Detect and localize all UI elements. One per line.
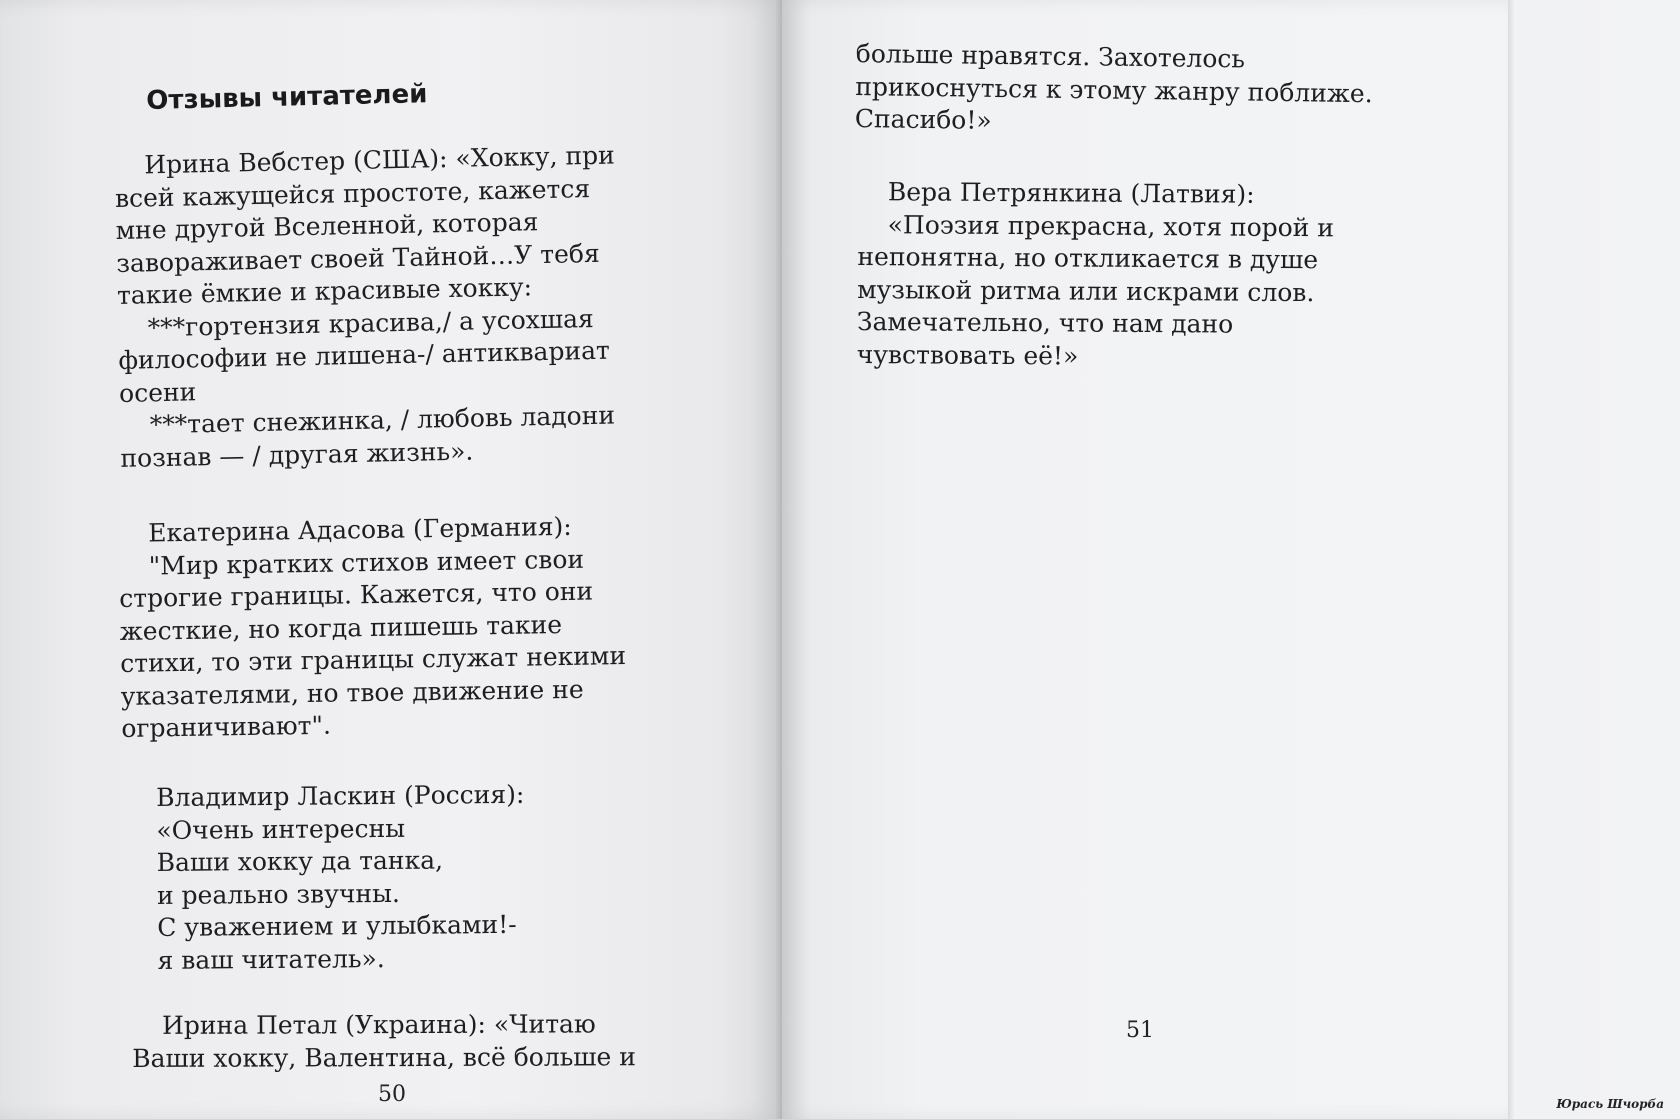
left-page xyxy=(0,0,782,1119)
text-line: такие ёмкие и красивые хокку: xyxy=(116,272,533,310)
text-line: ***гортензия красива,/ а усохшая xyxy=(147,303,595,342)
photographer-signature: Юрась Шчорба xyxy=(1556,1097,1664,1111)
page-edge xyxy=(1508,0,1516,1119)
text-line: «Очень интересны xyxy=(156,813,406,845)
text-line: указателями, но твое движение не xyxy=(120,674,584,711)
text-line: стихи, то эти границы служат некими xyxy=(120,641,627,678)
review-petal-continuation xyxy=(855,38,1374,143)
text-line: Спасибо!» xyxy=(854,103,992,135)
text-line: философии не лишена-/ антиквариат xyxy=(118,335,611,375)
review-petryankina xyxy=(857,176,1335,374)
text-line: чувствовать её!» xyxy=(856,339,1079,371)
text-line: осени xyxy=(118,376,197,408)
text-line: всей кажущейся простоте, кажется xyxy=(114,173,591,213)
review-adasova xyxy=(118,510,627,745)
text-line: больше нравятся. Захотелось xyxy=(855,38,1246,74)
review-webster xyxy=(114,140,621,475)
text-line: я ваш читатель». xyxy=(157,943,385,975)
text-line: Вера Петрянкина (Латвия): xyxy=(887,177,1255,209)
page-number-left: 50 xyxy=(378,1082,406,1107)
text-line: Ирина Петал (Украина): «Читаю xyxy=(162,1009,596,1040)
text-line: "Мир кратких стихов имеет свои xyxy=(148,544,585,581)
text-line: ***тает снежинка, / любовь ладони xyxy=(149,400,616,440)
text-line: завораживает своей Тайной…У тебя xyxy=(116,238,600,278)
page-number-right: 51 xyxy=(1126,1018,1154,1043)
text-line: Ваши хокку, Валентина, всё больше и xyxy=(132,1041,636,1073)
text-line: Ваши хокку да танка, xyxy=(156,845,444,877)
text-line: Замечательно, что нам дано xyxy=(856,306,1234,339)
text-line: прикоснуться к этому жанру поближе. xyxy=(855,71,1373,108)
review-laskin xyxy=(156,779,526,977)
text-line: познав — / другая жизнь». xyxy=(120,436,474,473)
text-line: мне другой Вселенной, которая xyxy=(115,207,539,245)
text-line: С уважением и улыбками!- xyxy=(157,909,517,942)
review-petal xyxy=(132,1008,636,1075)
section-heading: Отзывы читателей xyxy=(146,79,428,116)
text-line: непонятна, но откликается в душе xyxy=(857,241,1319,275)
text-line: Владимир Ласкин (Россия): xyxy=(156,779,525,812)
text-line: жесткие, но когда пишешь такие xyxy=(119,609,563,646)
text-line: музыкой ритма или искрами слов. xyxy=(857,274,1315,307)
text-line: Ирина Вебстер (США): «Хокку, при xyxy=(144,140,616,180)
right-page xyxy=(782,0,1510,1119)
text-line: «Поэзия прекрасна, хотя порой и xyxy=(887,209,1335,242)
text-line: Екатерина Адасова (Германия): xyxy=(148,511,572,548)
text-line: и реально звучны. xyxy=(156,878,401,910)
text-line: строгие границы. Кажется, что они xyxy=(119,576,594,613)
text-line: ограничивают". xyxy=(121,710,332,743)
